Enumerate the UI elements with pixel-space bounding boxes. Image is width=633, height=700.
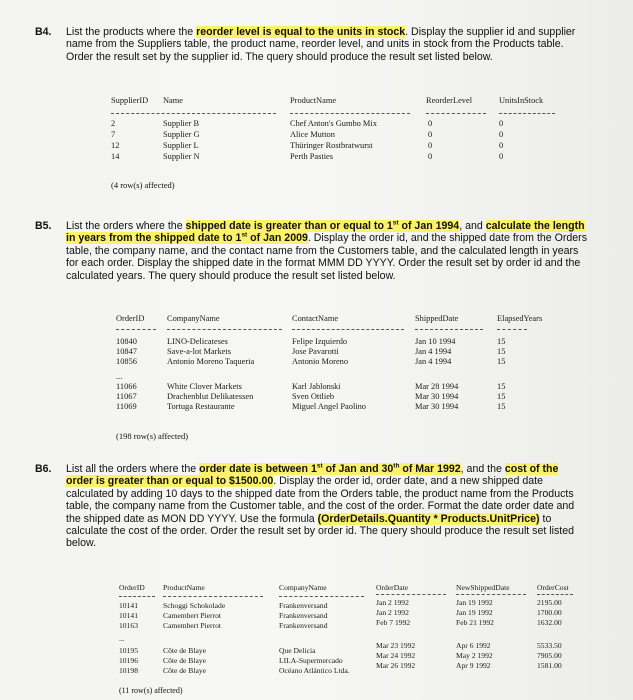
b6-question: B6. List all the orders where the order date is between 1st of Jan and 30th of Mar 1992, and the cost of the order is greater than or equal to $1500.00. Display the order id, order date, and a new shipped date calculated by adding 10 days to the shipped date from the Orders table, the product name from the Products table, the company name from the Customer table, and the cost of the order. Format the date order date and the shipped date as MON DD YYYY. Use the formula (OrderDetails.Quantity * Products.UnitPrice) to calculate the cost of the order. Order the result set by order id. The query should produce the result set listed below. <box>35 462 575 550</box>
table-row: 10195 <box>119 646 138 655</box>
b5-rows-affected: (198 row(s) affected) <box>116 431 189 441</box>
b6-header-rule <box>376 594 446 595</box>
b6-header-ordercost: OrderCost <box>537 583 569 592</box>
b4-header-unitsinstock: UnitsInStock <box>499 96 544 105</box>
table-row: 10847 <box>116 347 137 356</box>
b4-header-name: Name <box>163 96 183 105</box>
b6-header-companyname: CompanyName <box>279 583 327 592</box>
b6-header-rule <box>456 594 526 595</box>
b5-header-rule <box>167 329 282 330</box>
b5-header-rule <box>497 329 527 330</box>
b4-header-reorderlevel: ReorderLevel <box>426 96 473 105</box>
table-row: 10141 <box>119 601 138 610</box>
b6-header-rule <box>537 594 573 595</box>
table-row: 10196 <box>119 656 138 665</box>
b6-header-newshippeddate: NewShippedDate <box>456 583 510 592</box>
table-row: 10840 <box>116 337 137 346</box>
table-row: 10856 <box>116 357 137 366</box>
b5-question: B5. List the orders where the shipped date is greater than or equal to 1st of Jan 1994, and calculate the length in years from the shipped date to 1st of Jan 2009. Display the order id, and the shipped date from the Orders table, the company name, and the contact name from the Customers table, and the calculated length in years for each order. Display the shipped date in the format MMM DD YYYY. Order the result set by order id and the calculated years. The query should produce the result set listed below. <box>35 219 587 282</box>
table-row: 2 <box>111 119 116 128</box>
b5-header-contactname: ContactName <box>292 314 339 323</box>
table-row: 7 <box>111 130 116 139</box>
table-row: 11067 <box>116 392 137 401</box>
table-row: 11066 <box>116 382 137 391</box>
b5-header-rule <box>116 329 156 330</box>
b6-header-orderid: OrderID <box>119 583 145 592</box>
b4-question: B4. List the products where the reorder level is equal to the units in stock. Display the supplier id and supplier name from the Suppliers table, the product name, reorder level, and units in stock from the Products table. Order the result set by the supplier id. The query should produce the result set listed below. <box>35 26 576 63</box>
b5-number: B5. <box>35 220 52 232</box>
b6-header-rule <box>119 596 155 597</box>
b6-header-rule <box>279 596 364 597</box>
b4-number: B4. <box>35 26 52 38</box>
document-page: B4. List the products where the reorder level is equal to the units in stock. Display the supplier id and supplier name from the Suppliers table, the product name, reorder level, and units in stock from the Products table. Order the result set by the supplier id. The query should produce the result set listed below. SupplierID Name ProductName ReorderLevel UnitsInStock 2 Supplier B Chef Anton's Gumbo Mix 0 0 7 Supplier G Alice Mutton 0 0 12 Supplier L Thüringer Rostbratwurst 0 0 14 Supplier N Perth Pasties 0 0 (4 row(s) affected) B5. List the orders where the shipped date is greater than or equal to 1st of Jan 1994, and calculate the length in years from the shipped date to 1st of Jan 2009. Display the order id, and the shipped date from the Orders table, the company name, and the contact name from the Customers table, and the calculated length in years for each order. Display the shipped date in the format MMM DD YYYY. Order the result set by order id and the calculated years. The query should produce the result set listed below. OrderID CompanyName ContactName ShippedDate ElapsedYears 10840 LINO-Delicateses Felipe Izquierdo Jan 10 1994 15 10847 Save-a-lot Markets Jose Pavarotti Jan 4 1994 15 10856 Antonio Moreno Taqueria Antonio Moreno Jan 4 1994 15 ... 11066 White Clover Markets Karl Jablonski Mar 28 1994 15 11067 Drachenblut Delikatessen Sven Ottlieb Mar 30 1994 15 11069 Tortuga Restaurante Miguel Angel Paolino Mar 30 1994 15 (198 row(s) affected) B6. List all the orders where the order date is between 1st of Jan and 30th of Mar 1992, and the cost of the order is greater than or equal to $1500.00. Display the order id, order date, and a new shipped date calculated by adding 10 days to the shipped date from the Orders table, the product name from the Products table, the company name from the Customer table, and the cost of the order. Format the date order date and the shipped date as MON DD YYYY. Use the formula (OrderDetails.Quantity * Products.UnitPrice) to calculate the cost of the order. Order the result set by order id. The query should produce the result set listed below. OrderID ProductName CompanyName OrderDate NewShippedDate OrderCost 10141 Schoggi Schokolade Frankenversand Jan 2 1992 Jan 19 1992 2195.00 10141 Camembert Pierrot Frankenversand Jan 2 1992 Jan 19 1992 1700.00 10163 Camembert Pierrot Frankenversand Feb 7 1992 Feb 21 1992 1632.00 ... 10195 Côte de Blaye Que Delicia Mar 23 1992 Apr 6 1992 5533.50 10196 Côte de Blaye LILA-Supermercado Mar 24 1992 May 2 1992 7905.00 10198 Côte de Blaye Océano Atlántico Ltda. Mar 26 1992 Apr 9 1992 1581.00 (11 row(s) affected) <box>0 0 633 700</box>
b4-header-rule <box>499 113 555 114</box>
b4-rows-affected: (4 row(s) affected) <box>111 180 175 190</box>
b4-header-rule <box>426 113 486 114</box>
table-row: 12 <box>111 141 120 150</box>
table-row: 10198 <box>119 666 138 675</box>
b5-header-rule <box>292 329 404 330</box>
table-ellipsis: ... <box>116 372 123 381</box>
b5-header-elapsedyears: ElapsedYears <box>497 314 543 323</box>
b4-header-rule <box>111 113 276 114</box>
table-row: 10163 <box>119 621 138 630</box>
b6-header-rule <box>163 596 263 597</box>
b6-header-orderdate: OrderDate <box>376 583 409 592</box>
b5-header-companyname: CompanyName <box>167 314 220 323</box>
table-row: 11069 <box>116 402 137 411</box>
b4-header-supplierid: SupplierID <box>111 96 149 105</box>
b5-header-shippeddate: ShippedDate <box>415 314 459 323</box>
table-row: 14 <box>111 152 120 161</box>
table-row: 10141 <box>119 611 138 620</box>
table-ellipsis: ... <box>119 634 125 643</box>
b6-header-productname: ProductName <box>163 583 205 592</box>
b5-header-orderid: OrderID <box>116 314 145 323</box>
b4-header-rule <box>290 113 410 114</box>
b4-header-productname: ProductName <box>290 96 337 105</box>
b6-number: B6. <box>35 463 52 475</box>
b5-header-rule <box>415 329 483 330</box>
b6-rows-affected: (11 row(s) affected) <box>119 686 183 695</box>
